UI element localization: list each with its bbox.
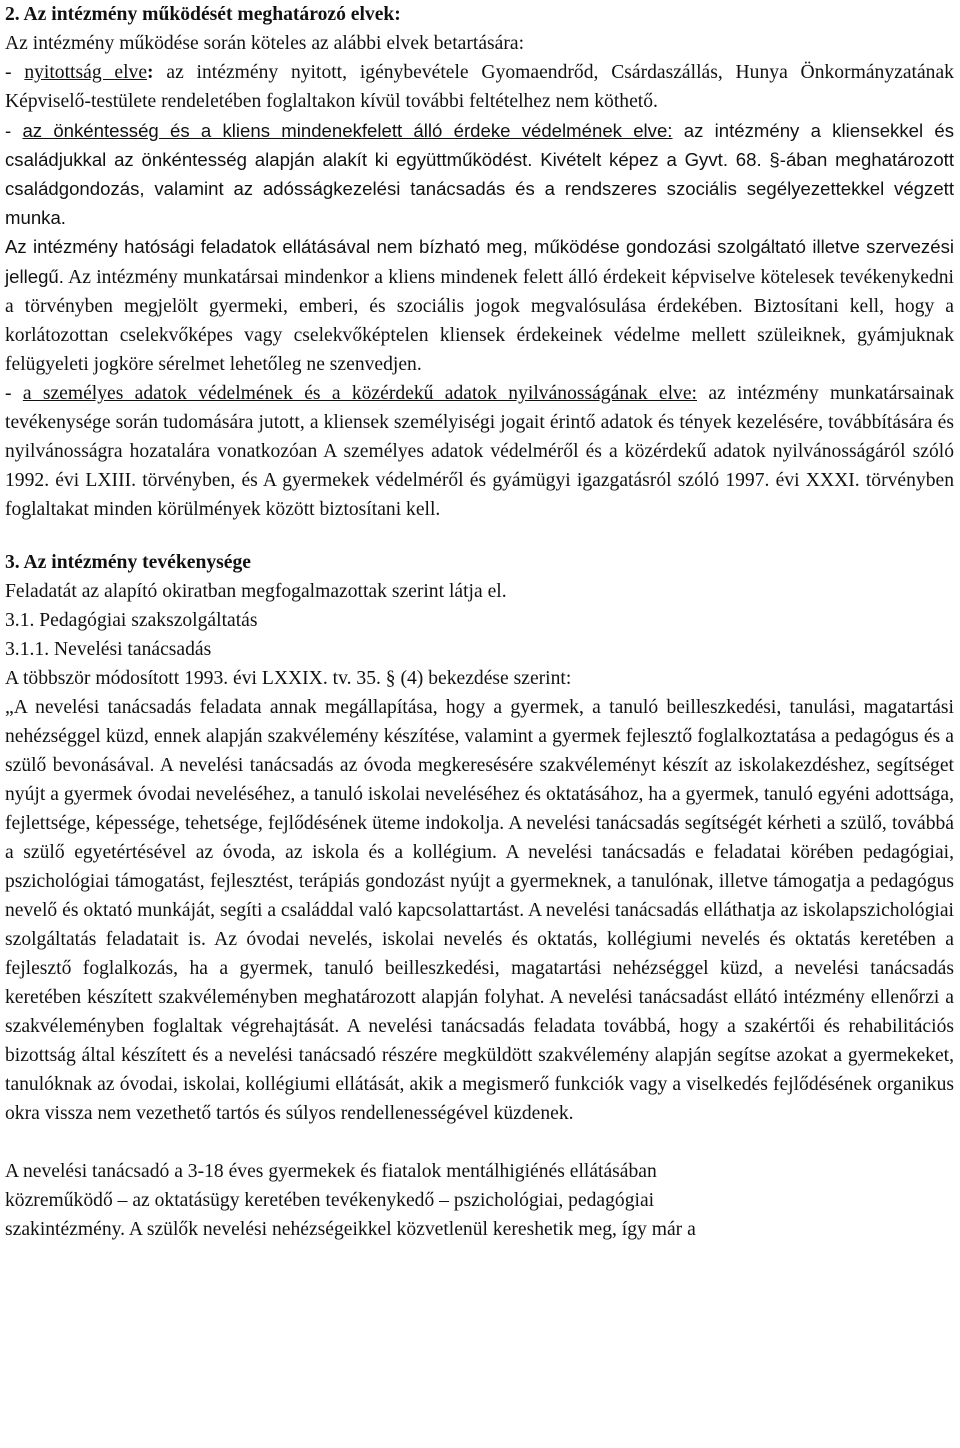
closing-line-3: szakintézmény. A szülők nevelési nehézségeikkel közvetlenül kereshetik meg, így már a xyxy=(5,1219,696,1240)
principle-openness xyxy=(5,58,954,116)
section-2-intro: Az intézmény működése során köteles az alábbi elvek betartására: xyxy=(5,33,525,54)
section-2-title: Az intézmény működését meghatározó elvek: xyxy=(23,4,401,25)
principle-data-protection-text: az intézmény munkatársainak tevékenysége során tudomására jutott, a kliensek személyiségi jogait érintő adatok és tények kezelésére, továbbítására és nyilvánosságra hozatalára vonatkozóan A személyes adatok védelméről és a közérdekű adatok nyilvánosságáról szóló 1992. évi LXIII. törvényben, és A gyermekek védelméről és gyámügyi igazgatásról szóló 1997. évi XXXI. törvényben foglaltakat minden körülmények között biztosítani kell. xyxy=(5,383,954,520)
law-reference: A többször módosított 1993. évi LXXIX. tv. 35. § (4) bekezdése szerint: xyxy=(5,668,572,689)
principle-openness-text: az intézmény nyitott, igénybevétele Gyomaendrőd, Csárdaszállás, Hunya Önkormányzatának Képviselő-testülete rendeletében foglaltakon kívül további feltételhez nem köthető. xyxy=(5,62,954,112)
principle-data-protection-title: a személyes adatok védelmének és a közérdekű adatok nyilvánosságának elve: xyxy=(22,383,697,404)
colon: : xyxy=(147,62,167,83)
principle-voluntariness xyxy=(5,116,954,232)
principle-voluntariness-exception: Kivételt képez a Gyvt. 68. §-ában meghatározott családgondozás, valamint az adósságkezelési tanácsadás és a rendszeres szociális segélyezettekkel végzett munka. xyxy=(5,149,954,228)
authority-paragraph-sans: Az intézmény hatósági feladatok ellátásával nem bízható meg, működése gondozási szolgáltató illetve szervezési jellegű. xyxy=(5,236,954,287)
subsection-3-1-1: 3.1.1. Nevelési tanácsadás xyxy=(5,639,212,660)
authority-paragraph-serif: Az intézmény munkatársai mindenkor a kliens mindenek felett álló érdekeit képviselve kötelesek tevékenykedni a törvényben megjelölt gyermeki, emberi, és szociális jogok megvalósulása érdekében. Biztosítani kell, hogy a korlátozottan cselekvőképes vagy cselekvőképtelen kliensek érdekeinek védelme mellett szüleiknek, gyámjuknak felügyeleti jogköre sérelmet lehetőleg ne szenvedjen. xyxy=(5,267,954,375)
principle-voluntariness-text: az intézmény a kliensekkel és családjukkal az önkéntesség alapján alakít ki együttműködést. xyxy=(5,120,954,170)
spacer xyxy=(5,1128,954,1157)
quoted-law-text: „A nevelési tanácsadás feladata annak megállapítása, hogy a gyermek, a tanuló beilleszkedési, tanulási, magatartási nehézséggel küzd, ennek alapján szakvélemény készítése, valamint a gyermek fejlesztő foglalkoztatása a pedagógus és a szülő bevonásával. A nevelési tanácsadás az óvoda megkeresésére szakvéleményt készít az iskolakezdéshez, segítséget nyújt a gyermek óvodai neveléséhez, a tanuló iskolai neveléséhez és oktatásához, ha a gyermek, tanuló egyéni adottsága, fejlettsége, képessége, tehetsége, fejlődésének üteme indokolja. A nevelési tanácsadás segítségét kérheti a szülő, továbbá a szülő egyetértésével az óvoda, az iskola és a kollégium. A nevelési tanácsadás e feladatai körében pedagógiai, pszichológiai támogatást, fejlesztést, terápiás gondozást nyújt a gyermeknek, a tanulónak, illetve támogatja a pedagógus nevelő és oktató munkáját, segíti a családdal való kapcsolattartást. A nevelési tanácsadás elláthatja az iskolapszichológiai szolgáltatás feladatait is. Az óvodai nevelés, iskolai nevelés és oktatás, kollégiumi nevelés és oktatás keretében a fejlesztő foglalkozás, ha a gyermek, tanuló beilleszkedési, magatartási nehézséggel küzd, a nevelési tanácsadás keretében készített szakvéleményben meghatározott alapján folyhat. A nevelési tanácsadást ellátó intézmény ellenőrzi a szakvéleményben foglaltak végrehajtását. A nevelési tanácsadás feladata továbbá, hogy a szakértői és rehabilitációs bizottság által készített és a nevelési tanácsadó részére megküldött szakvélemény alapján segítse azokat a gyermekeket, tanulóknak az óvodai, iskolai, kollégiumi ellátását, akik a megismerő funkciók vagy a viselkedés fejlődésének organikus okra vissza nem vezethető tartós és súlyos rendellenességével küzdenek. xyxy=(5,697,954,1124)
closing-line-1: A nevelési tanácsadó a 3-18 éves gyermekek és fiatalok mentálhigiénés ellátásában xyxy=(5,1161,657,1182)
subsection-3-1: 3.1. Pedagógiai szakszolgáltatás xyxy=(5,610,258,631)
authority-paragraph xyxy=(5,232,954,379)
closing-line-2: közreműködő – az oktatásügy keretében tevékenykedő – pszichológiai, pedagógiai xyxy=(5,1190,655,1211)
dash: - xyxy=(5,62,25,83)
section-3-heading xyxy=(5,548,954,577)
dash: - xyxy=(5,383,23,404)
principle-voluntariness-title: az önkéntesség és a kliens mindenekfelett álló érdeke védelmének elve: xyxy=(22,120,673,141)
section-2-heading xyxy=(5,0,954,29)
section-2-number: 2. xyxy=(5,4,20,25)
section-3-title: Az intézmény tevékenysége xyxy=(19,552,251,573)
dash: - xyxy=(5,120,23,141)
principle-openness-title: nyitottság elve xyxy=(24,62,148,83)
principle-data-protection xyxy=(5,379,954,524)
spacer xyxy=(5,524,954,548)
section-3-intro: Feladatát az alapító okiratban megfogalmazottak szerint látja el. xyxy=(5,581,507,602)
section-3-number: 3. xyxy=(5,552,20,573)
